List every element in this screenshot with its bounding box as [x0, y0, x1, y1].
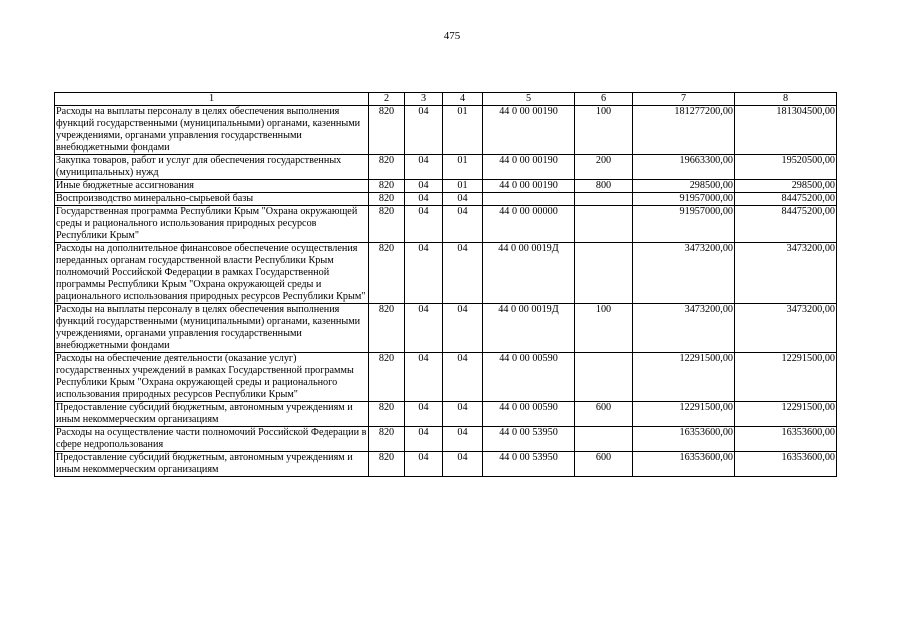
amount-col-7: 298500,00: [633, 180, 735, 193]
section-code: 04: [405, 206, 443, 243]
subsection-code: 04: [443, 427, 483, 452]
target-article-code: 44 0 00 53950: [483, 452, 575, 477]
table-row: [55, 106, 837, 155]
amount-col-7: 12291500,00: [633, 353, 735, 402]
row-name: Расходы на обеспечение деятельности (оказание услуг) государственных учреждений в рамках Государственной программы Республики Крым "Охрана окружающей среды и рационального использования природных ресурсов Республики Крым": [55, 353, 369, 402]
page-number: 475: [443, 30, 461, 42]
section-code: 04: [405, 180, 443, 193]
expense-type-code: 800: [575, 180, 633, 193]
row-name: Воспроизводство минерально-сырьевой базы: [55, 193, 369, 206]
amount-col-8: 181304500,00: [735, 106, 837, 155]
expense-type-code: 100: [575, 304, 633, 353]
ministry-code: 820: [369, 155, 405, 180]
header-cell-8: 8: [735, 93, 837, 106]
row-name: Закупка товаров, работ и услуг для обеспечения государственных (муниципальных) нужд: [55, 155, 369, 180]
amount-col-7: 3473200,00: [633, 243, 735, 304]
table-row: [55, 206, 837, 243]
table-row: [55, 180, 837, 193]
amount-col-8: 12291500,00: [735, 402, 837, 427]
subsection-code: 04: [443, 353, 483, 402]
subsection-code: 01: [443, 155, 483, 180]
expense-type-code: 200: [575, 155, 633, 180]
row-name: Расходы на выплаты персоналу в целях обеспечения выполнения функций государственными (муниципальными) органами, казенными учреждениями, органами управления государственными внебюджетными фондами: [55, 304, 369, 353]
target-article-code: 44 0 00 00000: [483, 206, 575, 243]
budget-table: [54, 92, 837, 477]
amount-col-8: 84475200,00: [735, 193, 837, 206]
header-cell-5: 5: [483, 93, 575, 106]
amount-col-8: 298500,00: [735, 180, 837, 193]
subsection-code: 04: [443, 206, 483, 243]
section-code: 04: [405, 106, 443, 155]
section-code: 04: [405, 243, 443, 304]
header-row: [55, 93, 837, 106]
subsection-code: 04: [443, 304, 483, 353]
ministry-code: 820: [369, 353, 405, 402]
target-article-code: 44 0 00 00190: [483, 180, 575, 193]
ministry-code: 820: [369, 193, 405, 206]
amount-col-7: 12291500,00: [633, 402, 735, 427]
subsection-code: 04: [443, 243, 483, 304]
target-article-code: 44 0 00 00590: [483, 353, 575, 402]
row-name: Предоставление субсидий бюджетным, автономным учреждениям и иным некоммерческим организациям: [55, 452, 369, 477]
target-article-code: 44 0 00 00590: [483, 402, 575, 427]
expense-type-code: [575, 206, 633, 243]
ministry-code: 820: [369, 304, 405, 353]
ministry-code: 820: [369, 206, 405, 243]
amount-col-7: 16353600,00: [633, 427, 735, 452]
amount-col-7: 16353600,00: [633, 452, 735, 477]
subsection-code: 01: [443, 106, 483, 155]
table-row: [55, 155, 837, 180]
row-name: Государственная программа Республики Крым "Охрана окружающей среды и рационального использования природных ресурсов Республики Крым": [55, 206, 369, 243]
header-cell-4: 4: [443, 93, 483, 106]
table-row: [55, 304, 837, 353]
amount-col-8: 84475200,00: [735, 206, 837, 243]
target-article-code: 44 0 00 00190: [483, 155, 575, 180]
expense-type-code: [575, 193, 633, 206]
amount-col-7: 91957000,00: [633, 206, 735, 243]
header-cell-2: 2: [369, 93, 405, 106]
expense-type-code: [575, 353, 633, 402]
section-code: 04: [405, 155, 443, 180]
ministry-code: 820: [369, 106, 405, 155]
ministry-code: 820: [369, 427, 405, 452]
header-cell-3: 3: [405, 93, 443, 106]
section-code: 04: [405, 193, 443, 206]
row-name: Расходы на дополнительное финансовое обеспечение осуществления переданных органам государственной власти Республики Крым полномочий Российской Федерации в рамках Государственной программы Республики Крым "Охрана окружающей среды и рационального использования природных ресурсов Республики Крым": [55, 243, 369, 304]
row-name: Расходы на осуществление части полномочий Российской Федерации в сфере недропользования: [55, 427, 369, 452]
header-cell-7: 7: [633, 93, 735, 106]
amount-col-7: 19663300,00: [633, 155, 735, 180]
ministry-code: 820: [369, 452, 405, 477]
subsection-code: 01: [443, 180, 483, 193]
row-name: Расходы на выплаты персоналу в целях обеспечения выполнения функций государственными (муниципальными) органами, казенными учреждениями, органами управления государственными внебюджетными фондами: [55, 106, 369, 155]
expense-type-code: [575, 427, 633, 452]
section-code: 04: [405, 452, 443, 477]
expense-type-code: 600: [575, 452, 633, 477]
section-code: 04: [405, 304, 443, 353]
expense-type-code: [575, 243, 633, 304]
table-row: [55, 193, 837, 206]
header-cell-1: 1: [55, 93, 369, 106]
target-article-code: 44 0 00 0019Д: [483, 243, 575, 304]
target-article-code: 44 0 00 53950: [483, 427, 575, 452]
row-name: Иные бюджетные ассигнования: [55, 180, 369, 193]
section-code: 04: [405, 353, 443, 402]
subsection-code: 04: [443, 193, 483, 206]
table-row: [55, 452, 837, 477]
header-cell-6: 6: [575, 93, 633, 106]
row-name: Предоставление субсидий бюджетным, автономным учреждениям и иным некоммерческим организациям: [55, 402, 369, 427]
amount-col-8: 16353600,00: [735, 427, 837, 452]
expense-type-code: 600: [575, 402, 633, 427]
table-row: [55, 353, 837, 402]
amount-col-8: 3473200,00: [735, 243, 837, 304]
target-article-code: 44 0 00 00190: [483, 106, 575, 155]
ministry-code: 820: [369, 243, 405, 304]
subsection-code: 04: [443, 402, 483, 427]
section-code: 04: [405, 402, 443, 427]
ministry-code: 820: [369, 180, 405, 193]
table-row: [55, 243, 837, 304]
target-article-code: [483, 193, 575, 206]
amount-col-7: 3473200,00: [633, 304, 735, 353]
amount-col-7: 181277200,00: [633, 106, 735, 155]
subsection-code: 04: [443, 452, 483, 477]
section-code: 04: [405, 427, 443, 452]
amount-col-8: 3473200,00: [735, 304, 837, 353]
ministry-code: 820: [369, 402, 405, 427]
amount-col-8: 16353600,00: [735, 452, 837, 477]
amount-col-7: 91957000,00: [633, 193, 735, 206]
amount-col-8: 19520500,00: [735, 155, 837, 180]
expense-type-code: 100: [575, 106, 633, 155]
amount-col-8: 12291500,00: [735, 353, 837, 402]
table-row: [55, 402, 837, 427]
target-article-code: 44 0 00 0019Д: [483, 304, 575, 353]
table-row: [55, 427, 837, 452]
